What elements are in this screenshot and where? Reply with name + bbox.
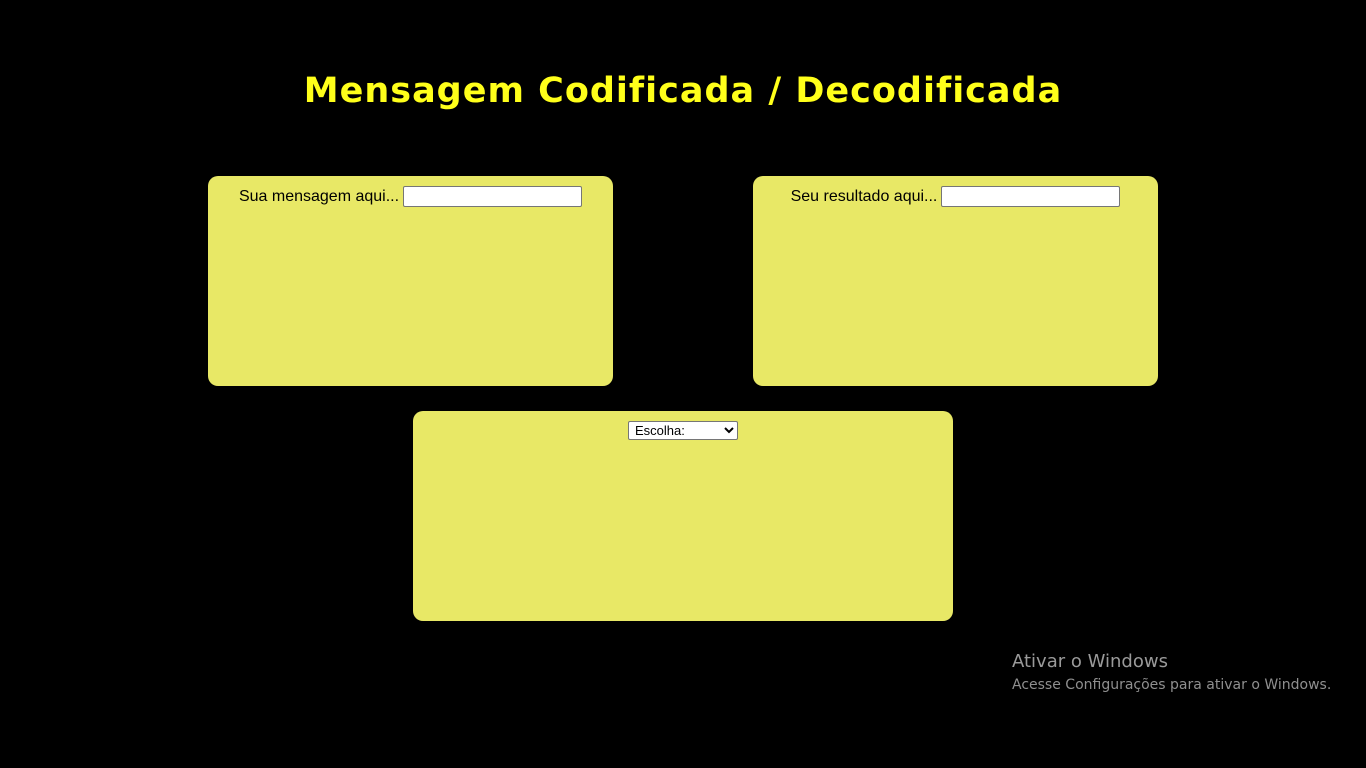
choice-panel [413, 411, 953, 621]
page-title: Mensagem Codificada / Decodificada [303, 71, 1063, 111]
message-label: Sua mensagem aqui... [238, 187, 400, 205]
windows-activation-watermark [1012, 650, 1331, 696]
choice-select-wrap [413, 421, 953, 440]
result-label: Seu resultado aqui... [790, 187, 938, 205]
message-field-row [208, 186, 613, 207]
result-panel [753, 176, 1158, 386]
message-input[interactable] [403, 186, 582, 207]
result-input[interactable] [941, 186, 1120, 207]
mode-select[interactable] [628, 421, 738, 440]
watermark-subtitle: Acesse Configurações para ativar o Windows. [1012, 677, 1332, 693]
watermark-title: Ativar o Windows [1012, 651, 1168, 672]
result-field-row [753, 186, 1158, 207]
message-panel [208, 176, 613, 386]
